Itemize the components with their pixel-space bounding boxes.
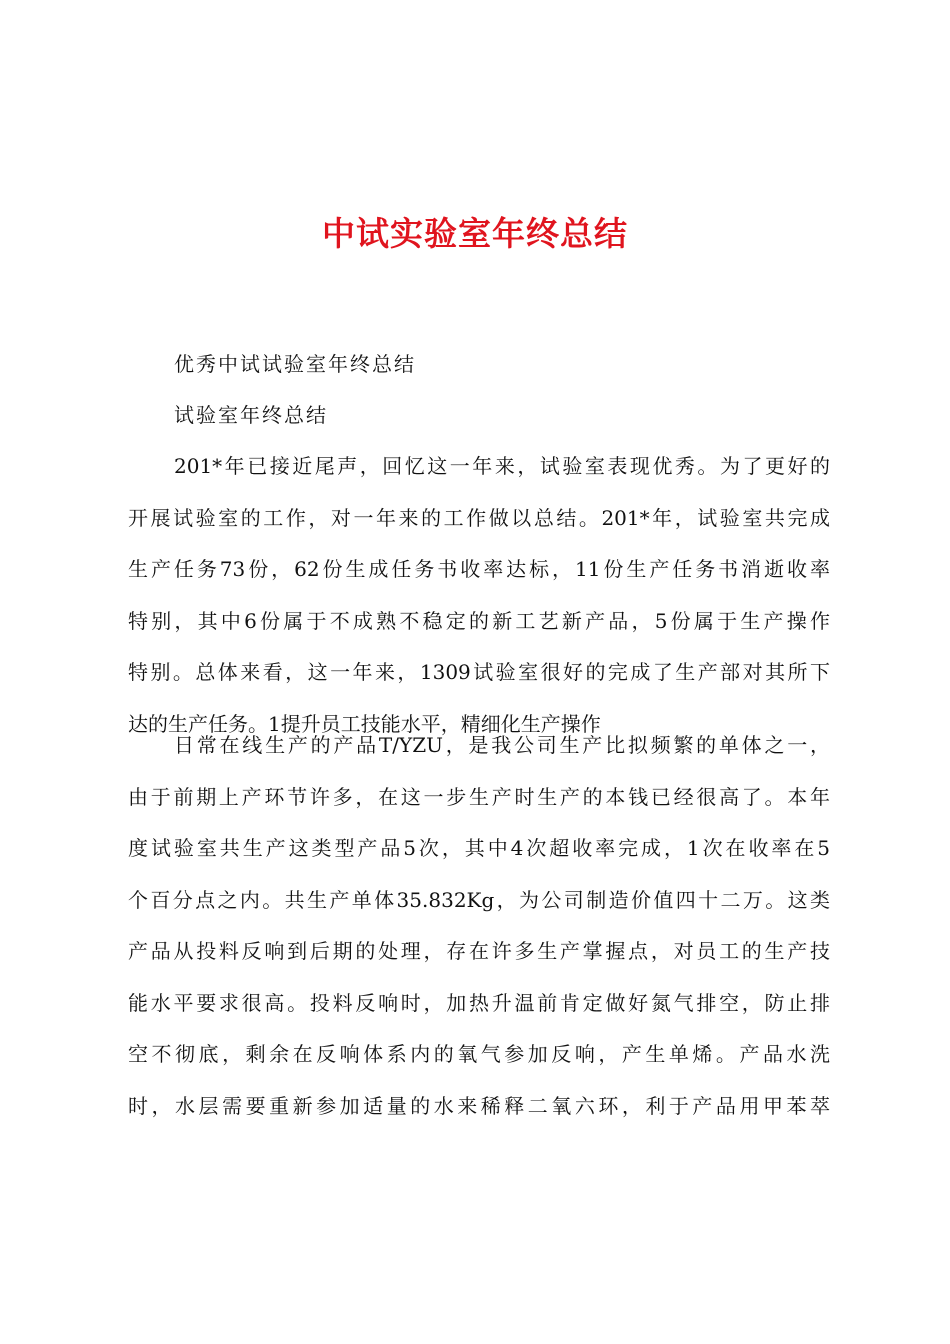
document-title: 中试实验室年终总结 [322,214,628,253]
paragraph-line: 时，水层需要重新参加适量的水来稀释二氧六环，利于产品用甲苯萃 [128,1093,830,1118]
paragraph-line: 由于前期上产环节许多，在这一步生产时生产的本钱已经很高了。本年 [128,784,830,809]
subheading-excellent-summary: 优秀中试试验室年终总结 [174,352,416,376]
paragraph-product-details [128,720,830,1132]
paragraph-line: 产品从投料反响到后期的处理，存在许多生产掌握点，对员工的生产技 [128,939,830,963]
paragraph-overview [128,441,830,750]
paragraph-line: 201*年已接近尾声，回忆这一年来，试验室表现优秀。为了更好的 [174,454,830,478]
paragraph-line: 特别。总体来看，这一年来，1309试验室很好的完成了生产部对其所下 [128,660,830,684]
paragraph-line: 度试验室共生产这类型产品5次，其中4次超收率完成，1次在收率在5 [128,836,830,860]
paragraph-line: 能水平要求很高。投料反响时，加热升温前肯定做好氮气排空，防止排 [128,990,830,1015]
paragraph-line: 生产任务73份，62份生成任务书收率达标，11份生产任务书消逝收率 [128,557,830,581]
paragraph-line: 空不彻底，剩余在反响体系内的氧气参加反响，产生单烯。产品水洗 [128,1042,830,1066]
paragraph-line: 日常在线生产的产品T/YZU，是我公司生产比拟频繁的单体之一， [174,733,830,757]
subheading-lab-summary: 试验室年终总结 [174,403,328,427]
paragraph-line: 个百分点之内。共生产单体35.832Kg，为公司制造价值四十二万。这类 [128,887,830,912]
paragraph-line: 达的生产任务。1提升员工技能水平，精细化生产操作 [128,711,601,736]
paragraph-line: 特别，其中6份属于不成熟不稳定的新工艺新产品，5份属于生产操作 [128,608,830,633]
paragraph-line: 开展试验室的工作，对一年来的工作做以总结。201*年，试验室共完成 [128,505,830,530]
